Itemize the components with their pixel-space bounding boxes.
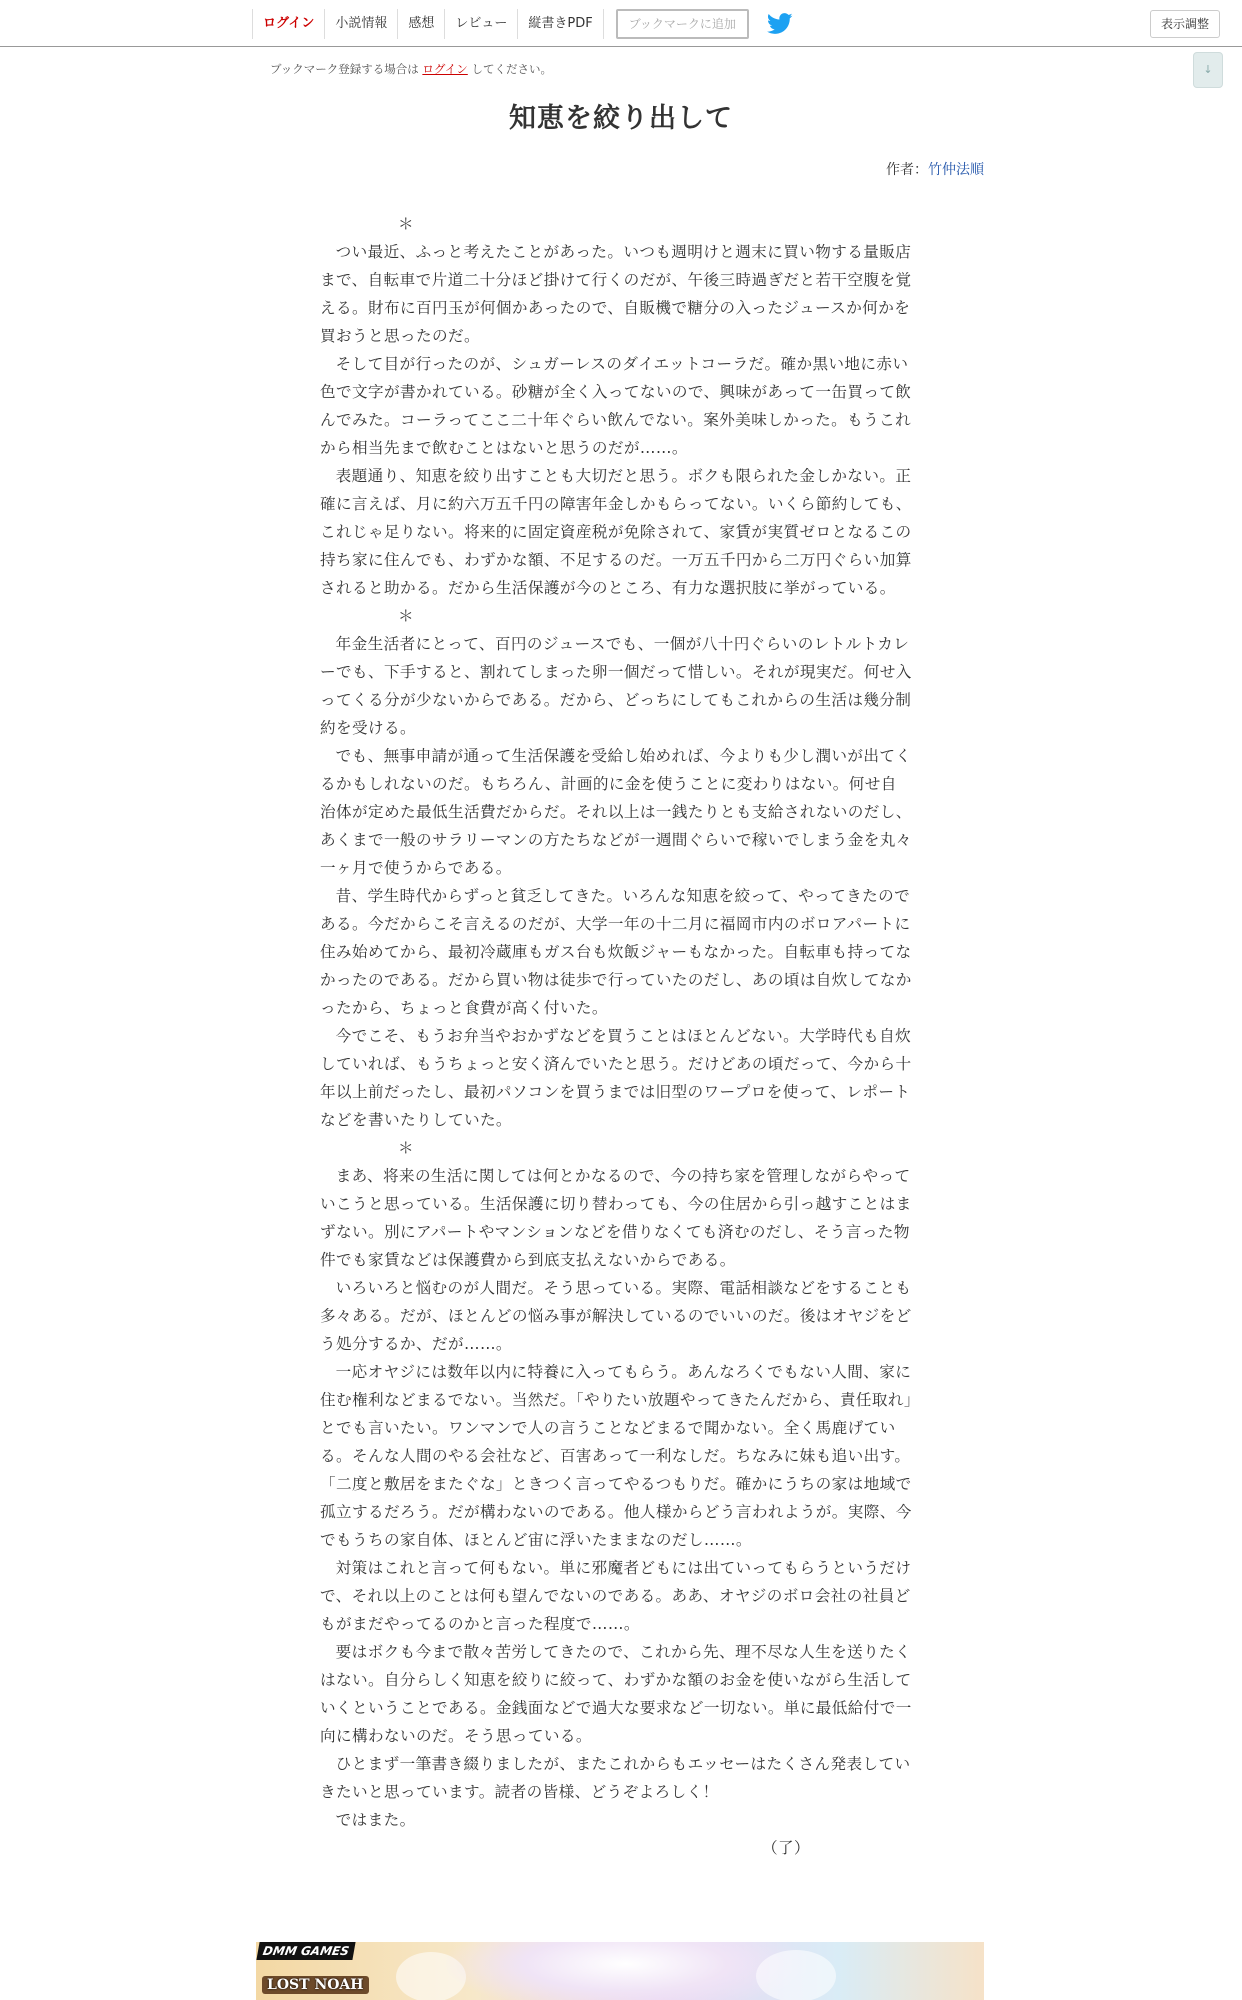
author-link[interactable]: 竹仲法順: [928, 162, 984, 178]
twitter-icon[interactable]: [767, 13, 793, 35]
novel-title: 知恵を絞り出して: [509, 103, 733, 134]
body-paragraph: ではまた。: [335, 1811, 416, 1829]
body-paragraph: つい最近、ふっと考えたことがあった。いつも週明けと週末に買い物する量販店まで、自転車で片道二十分ほど掛けて行くのだが、午後三時過ぎだと若干空腹を覚える。財布に百円玉が何個かあったので、自販機で糖分の入ったジュースか何かを買おうと思ったのだ。: [320, 243, 912, 345]
novel-body: [320, 210, 912, 1862]
body-paragraph: ひとまず一筆書き綴りましたが、またこれからもエッセーはたくさん発表していきたいと思っています。読者の皆様、どうぞよろしく！: [320, 1755, 911, 1801]
body-paragraph: 今でこそ、もうお弁当やおかずなどを買うことはほとんどない。大学時代も自炊していれば、もうちょっと安く済んでいたと思う。だけどあの頃だって、今から十年以上前だったし、最初パソコンを買うまでは旧型のワープロを使って、レポートなどを書いたりしていた。: [320, 1027, 912, 1129]
section-separator: ＊: [398, 607, 414, 625]
ad-banner[interactable]: [256, 1942, 984, 2000]
body-paragraph: 昔、学生時代からずっと貧乏してきた。いろんな知恵を絞って、やってきたのである。今だからこそ言えるのだが、大学一年の十二月に福岡市内のボロアパートに住み始めてから、最初冷蔵庫もガス台も炊飯ジャーもなかった。自転車も持ってなかったのである。だから買い物は徒歩で行っていたのだし、あの頃は自炊してなかったから、ちょっと食費が高く付いた。: [320, 887, 912, 1017]
body-paragraph: でも、無事申請が通って生活保護を受給し始めれば、今よりも少し潤いが出てくるかもしれないのだ。もちろん、計画的に金を使うことに変わりはない。何せ自治体が定めた最低生活費だからだ。それ以上は一銭たりとも支給されないのだし、あくまで一般のサラリーマンの方たちなどが一週間ぐらいで稼いでしまう金を丸々一ヶ月で使うからである。: [320, 747, 912, 877]
notice-suffix: してください。: [471, 62, 552, 76]
scroll-down-arrow-icon[interactable]: ↓: [1193, 52, 1223, 88]
bookmark-login-notice: [270, 61, 552, 77]
display-settings-button[interactable]: 表示調整: [1150, 10, 1220, 38]
body-paragraph: 対策はこれと言って何もない。単に邪魔者どもには出ていってもらうというだけで、それ以上のことは何も望んでないのである。ああ、オヤジのボロ会社の社員どもがまだやってるのかと言った程度で……。: [320, 1559, 912, 1633]
ad-brand-logo: DMM GAMES: [256, 1942, 355, 1960]
body-paragraph: いろいろと悩むのが人間だ。そう思っている。実際、電話相談などをすることも多々ある。だが、ほとんどの悩み事が解決しているのでいいのだ。後はオヤジをどう処分するか、だが……。: [320, 1279, 912, 1353]
body-paragraph: まあ、将来の生活に関しては何とかなるので、今の持ち家を管理しながらやっていこうと思っている。生活保護に切り替わっても、今の住居から引っ越すことはまずない。別にアパートやマンションなどを借りなくても済むのだし、そう言った物件でも家賃などは保護費から到底支払えないからである。: [320, 1167, 912, 1269]
notice-prefix: ブックマーク登録する場合は: [270, 62, 419, 76]
impressions-link[interactable]: 感想: [398, 9, 445, 39]
body-paragraph: 表題通り、知恵を絞り出すことも大切だと思う。ボクも限られた金しかない。正確に言えば、月に約六万五千円の障害年金しかもらってない。いくら節約しても、これじゃ足りない。将来的に固定資産税が免除されて、家賃が実質ゼロとなるこの持ち家に住んでも、わずかな額、不足するのだ。一万五千円から二万円ぐらい加算されると助かる。だから生活保護が今のところ、有力な選択肢に挙がっている。: [320, 467, 912, 597]
body-paragraph: 一応オヤジには数年以内に特養に入ってもらう。あんなろくでもない人間、家に住む権利などまるでない。当然だ。「やりたい放題やってきたんだから、責任取れ」とでも言いたい。ワンマンで人の言うことなどまるで聞かない。全く馬鹿げている。そんな人間のやる会社など、百害あって一利なしだ。ちなみに妹も追い出す。「二度と敷居をまたぐな」ときつく言ってやるつもりだ。確かにうちの家は地域で孤立するだろう。だが構わないのである。他人様からどう言われようが。実際、今でもうちの家自体、ほとんど宙に浮いたままなのだし……。: [320, 1363, 913, 1549]
login-link[interactable]: ログイン: [252, 9, 325, 39]
notice-login-link[interactable]: ログイン: [422, 62, 468, 76]
novel-menu: [252, 9, 793, 39]
author-line: [886, 159, 984, 179]
ad-character-image: [446, 1942, 806, 2000]
ad-game-logo: LOST NOAH: [262, 1976, 369, 1994]
body-paragraph: 年金生活者にとって、百円のジュースでも、一個が八十円ぐらいのレトルトカレーでも、下手すると、割れてしまった卵一個だって惜しい。それが現実だ。何せ入ってくる分が少ないからである。だから、どっちにしてもこれからの生活は幾分制約を受ける。: [320, 635, 912, 737]
ad-decoration: [756, 1950, 836, 2000]
section-separator: ＊: [398, 215, 414, 233]
body-paragraph: 要はボクも今まで散々苦労してきたので、これから先、理不尽な人生を送りたくはない。自分らしく知恵を絞りに絞って、わずかな額のお金を使いながら生活していくということである。金銭面などで過大な要求など一切ない。単に最低給付で一向に構わないのだ。そう思っている。: [320, 1643, 912, 1745]
section-separator: ＊: [398, 1139, 414, 1157]
author-label: 作者：: [886, 162, 928, 178]
body-paragraph: そして目が行ったのが、シュガーレスのダイエットコーラだ。確か黒い地に赤い色で文字が書かれている。砂糖が全く入ってないので、興味があって一缶買って飲んでみた。コーラってここ二十年ぐらい飲んでない。案外美味しかった。もうこれから相当先まで飲むことはないと思うのだが……。: [320, 355, 912, 457]
novel-info-link[interactable]: 小説情報: [325, 9, 398, 39]
add-bookmark-button[interactable]: ブックマークに追加: [616, 9, 749, 39]
story-end-mark: （了）: [762, 1839, 810, 1857]
vertical-pdf-link[interactable]: 縦書きPDF: [518, 9, 603, 39]
top-navigation-bar: [0, 0, 1242, 47]
review-link[interactable]: レビュー: [445, 9, 518, 39]
